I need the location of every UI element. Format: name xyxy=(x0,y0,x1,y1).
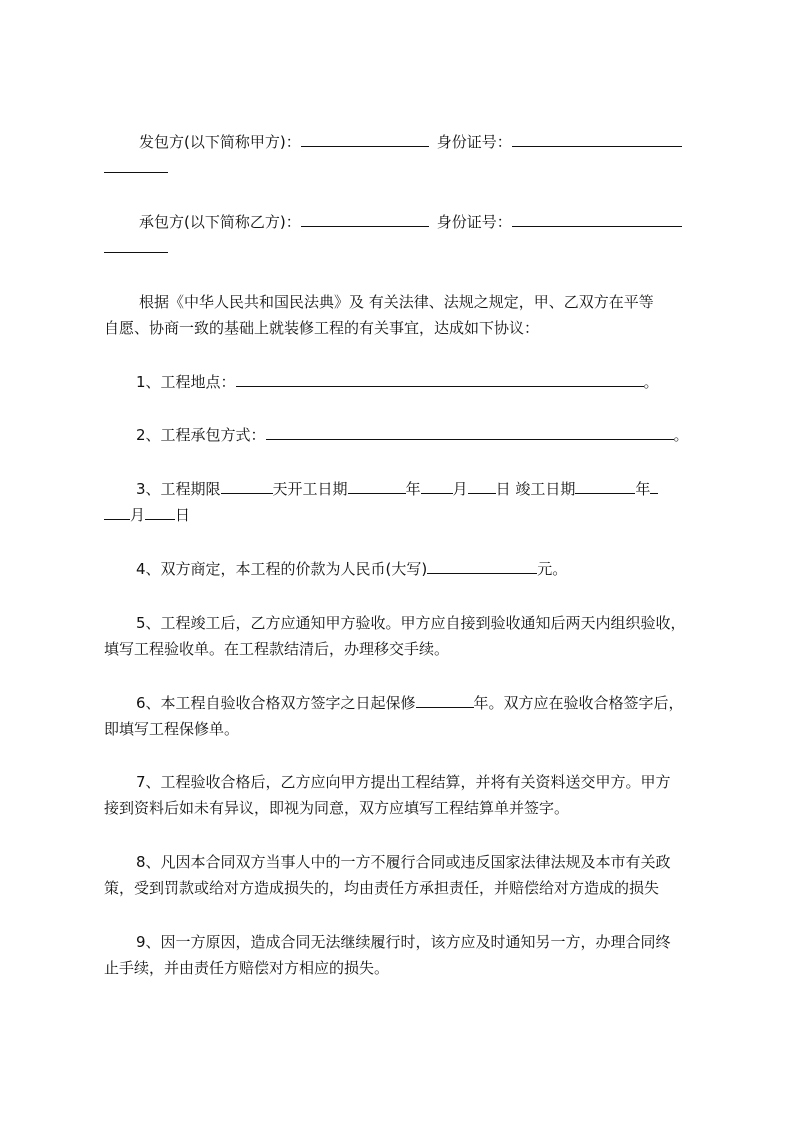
item-3-year-unit: 年 xyxy=(405,480,421,498)
item-3-start-year-blank[interactable] xyxy=(348,478,406,494)
item-3-line1 xyxy=(136,476,706,502)
item-2-blank[interactable] xyxy=(266,424,674,440)
party-b-id-continuation xyxy=(104,235,714,261)
item-3-start-month-blank[interactable] xyxy=(421,478,453,494)
item-2 xyxy=(136,422,706,448)
party-b-label: 承包方(以下简称乙方)： xyxy=(139,213,301,231)
item-1 xyxy=(136,369,706,395)
party-b-id-blank-cont[interactable] xyxy=(104,237,168,253)
item-6-rest: 年。双方应在验收合格签字后， xyxy=(473,694,684,712)
item-3-month-unit: 月 xyxy=(452,480,468,498)
item-5-line2: 填写工程验收单。在工程款结清后，办理移交手续。 xyxy=(104,640,450,658)
item-3-term-label: 3、工程期限 xyxy=(136,480,221,498)
party-a-name-blank[interactable] xyxy=(301,131,429,147)
item-4-label: 4、双方商定，本工程的价款为人民币(大写) xyxy=(136,560,428,578)
item-3-day2-unit: 日 xyxy=(175,506,191,524)
item-3-start-day-blank[interactable] xyxy=(468,478,496,494)
preamble-line2: 自愿、协商一致的基础上就装修工程的有关事宜，达成如下协议： xyxy=(104,319,540,337)
item-3-end-day-blank[interactable] xyxy=(145,504,175,520)
item-7-line1: 7、工程验收合格后，乙方应向甲方提出工程结算，并将有关资料送交甲方。甲方 xyxy=(136,773,671,791)
item-2-label: 2、工程承包方式： xyxy=(136,426,266,444)
item-4-end: 元。 xyxy=(537,560,568,578)
item-8-line2: 策，受到罚款或给对方造成损失的，均由责任方承担责任，并赔偿给对方造成的损失 xyxy=(104,879,660,897)
item-4 xyxy=(136,556,706,582)
item-3-line2 xyxy=(104,502,714,528)
item-3-end-label: 竣工日期 xyxy=(510,480,576,498)
item-6-line2: 即填写工程保修单。 xyxy=(104,720,240,738)
item-4-amount-blank[interactable] xyxy=(427,558,537,574)
party-b-line xyxy=(139,209,709,235)
item-9-line2: 止手续，并由责任方赔偿对方相应的损失。 xyxy=(104,959,390,977)
item-3-year2-unit: 年 xyxy=(635,480,651,498)
item-3-day-unit: 日 xyxy=(495,480,511,498)
preamble-line1: 根据《中华人民共和国民法典》及 有关法律、法规之规定，甲、乙双方在平等 xyxy=(139,293,654,311)
item-7-line2: 接到资料后如未有异议，即视为同意，双方应填写工程结算单并签字。 xyxy=(104,799,570,817)
item-1-end: 。 xyxy=(643,373,659,391)
item-3-start-label: 天开工日期 xyxy=(272,480,348,498)
party-a-id-blank-cont[interactable] xyxy=(104,157,168,173)
item-5-line1: 5、工程竣工后，乙方应通知甲方验收。甲方应自接到验收通知后两天内组织验收， xyxy=(136,614,686,632)
party-b-name-blank[interactable] xyxy=(301,211,429,227)
party-b-id-label: 身份证号： xyxy=(436,213,512,231)
item-6-line1 xyxy=(136,690,716,716)
party-a-label: 发包方(以下简称甲方)： xyxy=(139,133,301,151)
item-1-label: 1、工程地点： xyxy=(136,373,236,391)
item-3-end-month-blank-a[interactable] xyxy=(650,478,658,494)
item-3-end-year-blank[interactable] xyxy=(575,478,635,494)
item-8-line1: 8、凡因本合同双方当事人中的一方不履行合同或违反国家法律法规及本市有关政 xyxy=(136,853,671,871)
item-3-end-month-blank-b[interactable] xyxy=(104,504,130,520)
party-a-id-label: 身份证号： xyxy=(436,133,512,151)
item-3-month2-unit: 月 xyxy=(130,506,146,524)
item-3-days-blank[interactable] xyxy=(221,478,273,494)
item-6-years-blank[interactable] xyxy=(416,692,474,708)
item-9-line1: 9、因一方原因，造成合同无法继续履行时，该方应及时通知另一方，办理合同终 xyxy=(136,933,671,951)
party-a-id-continuation xyxy=(104,155,714,181)
item-6-label: 6、本工程自验收合格双方签字之日起保修 xyxy=(136,694,416,712)
item-2-end: 。 xyxy=(673,426,689,444)
item-1-blank[interactable] xyxy=(236,371,644,387)
party-a-id-blank[interactable] xyxy=(512,131,682,147)
party-a-line xyxy=(139,129,709,155)
party-b-id-blank[interactable] xyxy=(512,211,682,227)
